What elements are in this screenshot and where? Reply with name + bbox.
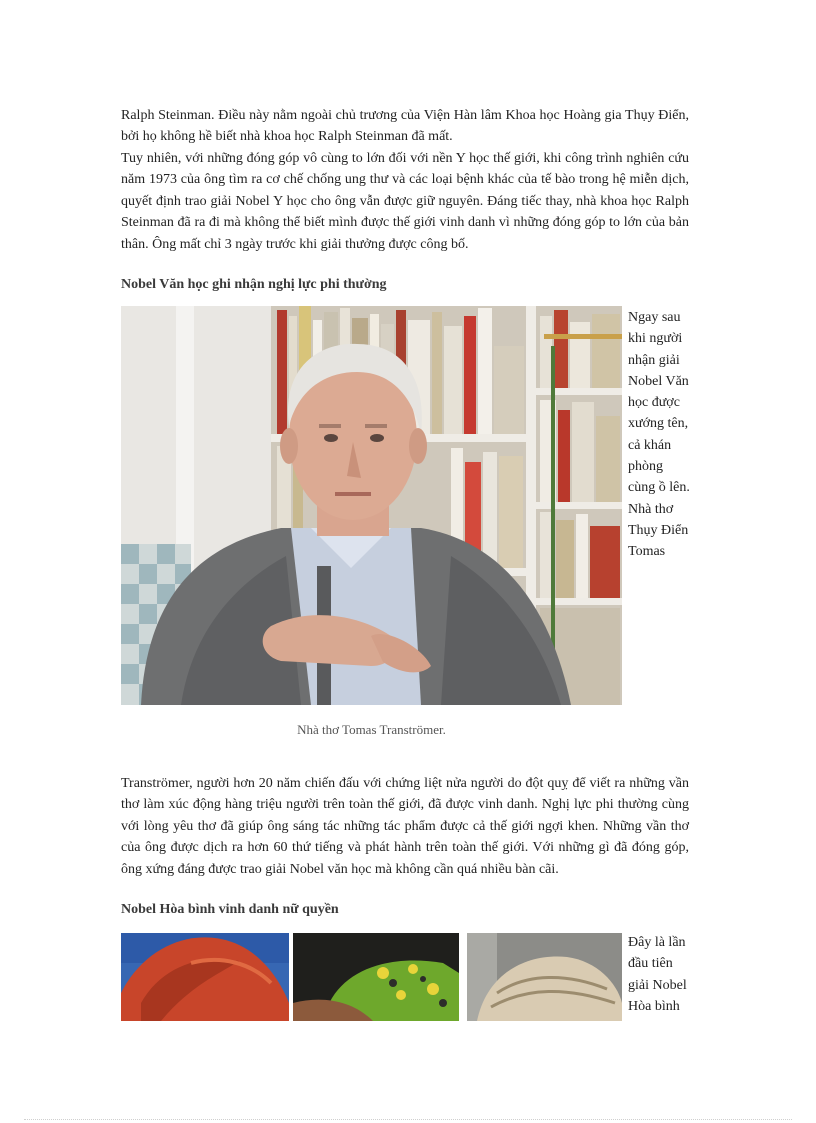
poet-photo-caption: Nhà thơ Tomas Tranströmer.	[297, 722, 446, 737]
poet-photo	[121, 306, 622, 705]
peace-side-text: Đây là lần đầu tiên giải Nobel Hòa bình	[628, 935, 687, 1014]
laureate-photo-2	[293, 933, 459, 1021]
medicine-paragraph-2: Tuy nhiên, với những đóng góp vô cùng to lớn đối với nền Y học thế giới, khi công trình nghiên cứu năm 1973 của ông tìm ra cơ chế chống ung thư và các loại bệnh khác của tế bào trong hệ miễn dịch, quyết định trao giải Nobel Y học cho ông vẫn được giữ nguyên. Đáng tiếc thay, nhà khoa học Ralph Steinman đã ra đi mà không thể biết mình được thế giới vinh danh vì những đóng góp to lớn của bản thân. Ông mất chỉ 3 ngày trước khi giải thưởng được công bố.	[121, 151, 689, 252]
literature-side-text: Ngay sau khi người nhận giải Nobel Văn học được xướng tên, cả khán phòng cùng ồ lên. Nhà thơ Thụy Điển Tomas	[628, 310, 690, 560]
medicine-paragraph-1: Ralph Steinman. Điều này nằm ngoài chủ trương của Viện Hàn lâm Khoa học Hoàng gia Thụy Điển, bởi họ không hề biết nhà khoa học Ralph Steinman đã mất.	[121, 108, 689, 145]
peace-heading: Nobel Hòa bình vinh danh nữ quyền	[121, 902, 339, 917]
laureate-photo-3	[467, 933, 622, 1021]
literature-paragraph: Tranströmer, người hơn 20 năm chiến đấu với chứng liệt nửa người do đột quỵ để viết ra những vần thơ làm xúc động hàng triệu người trên toàn thế giới, đã được vinh danh. Nghị lực phi thường cùng với lòng yêu thơ đã giúp ông sáng tác những tác phẩm được cả thế giới ngợi khen. Những vần thơ của ông được dịch ra hơn 60 thứ tiếng và phát hành trên toàn thế giới. Với những gì đã đóng góp, ông xứng đáng được trao giải Nobel văn học mà không cần quá nhiều bàn cãi.	[121, 776, 689, 877]
literature-heading: Nobel Văn học ghi nhận nghị lực phi thường	[121, 277, 387, 292]
page-bottom-divider	[24, 1119, 792, 1120]
laureate-photo-1	[121, 933, 289, 1021]
